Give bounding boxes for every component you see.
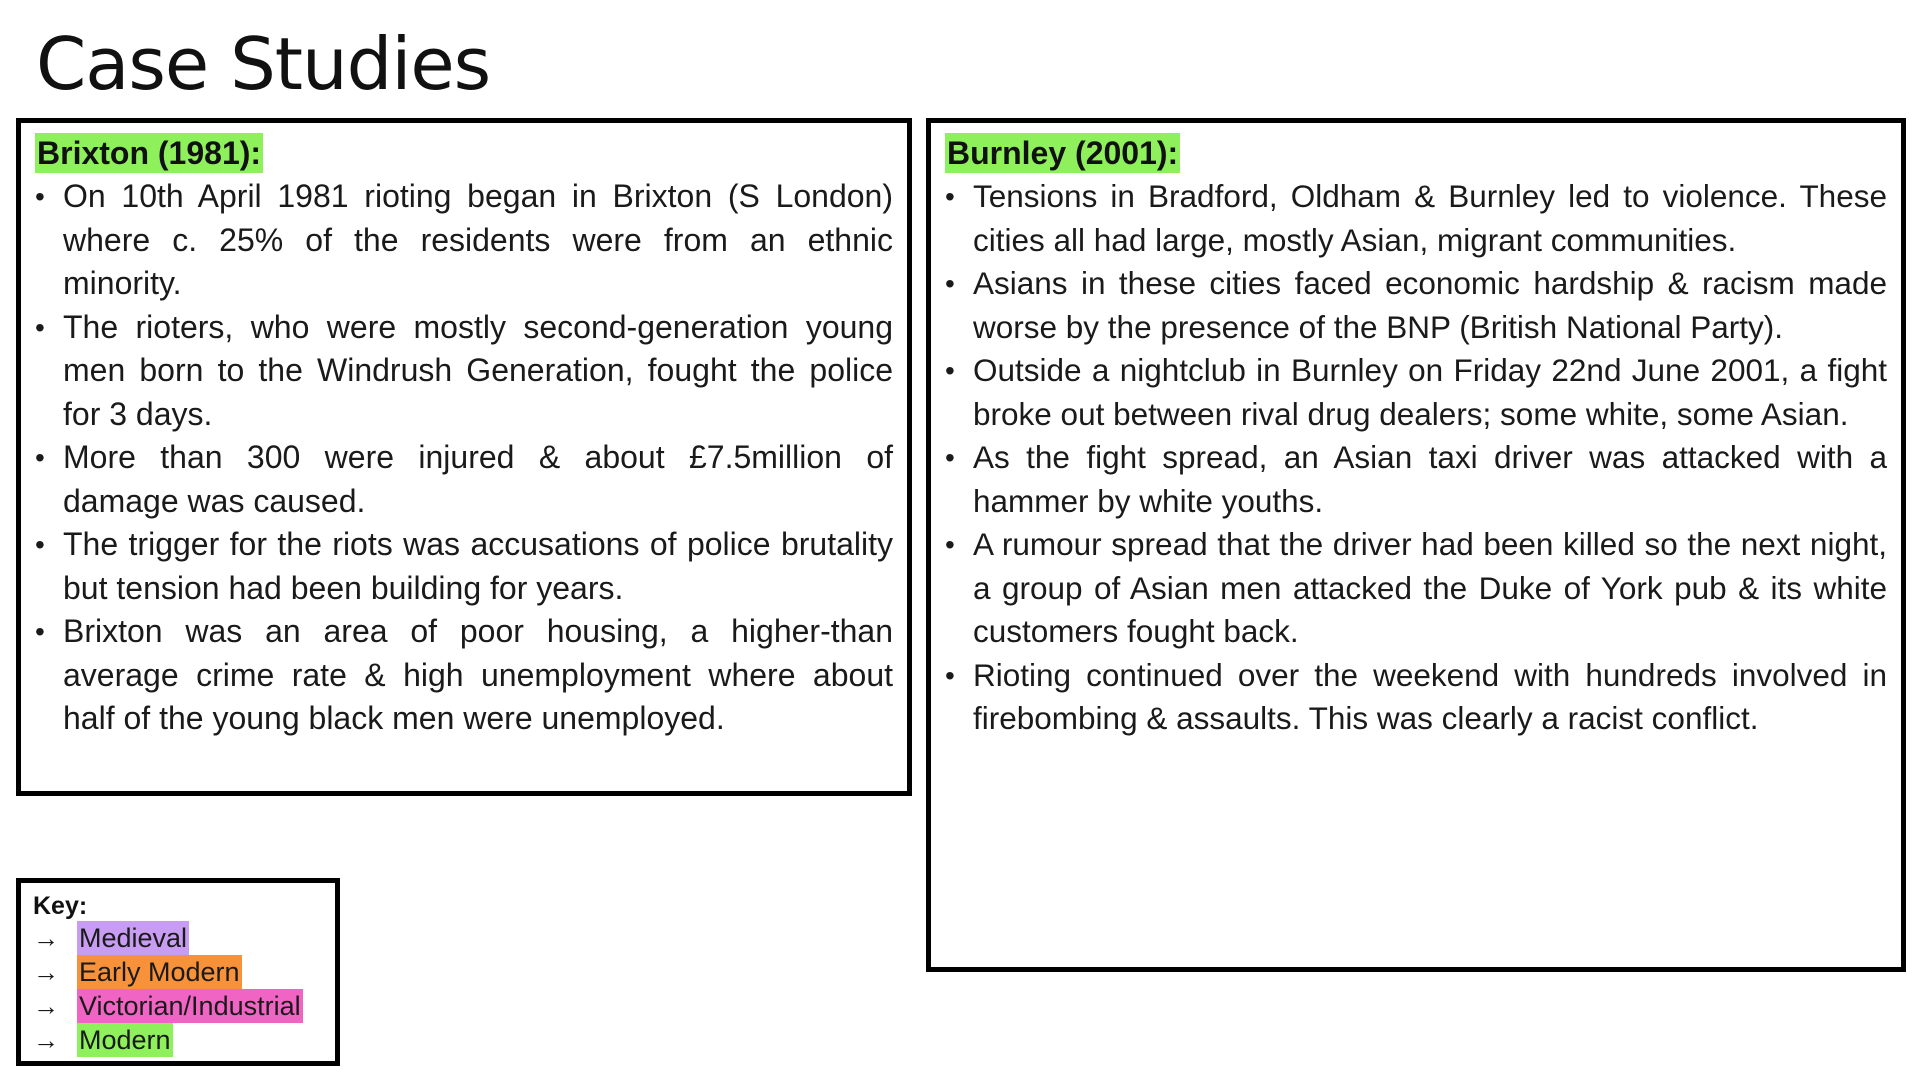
key-list	[33, 921, 323, 1057]
case-bullet	[35, 436, 893, 523]
case-bullet-text: Brixton was an area of poor housing, a higher-than average crime rate & high unemployment where about half of the young black men were unemployed.	[63, 613, 893, 736]
colour-key	[16, 878, 340, 1066]
case-bullet-text: Asians in these cities faced economic hardship & racism made worse by the presence of the BNP (British National Party).	[973, 265, 1887, 345]
bullet-icon: •	[945, 268, 955, 299]
arrow-right-icon: →	[33, 957, 59, 987]
case-bullet-text: A rumour spread that the driver had been killed so the next night, a group of Asian men attacked the Duke of York pub & its white customers fought back.	[973, 526, 1887, 649]
bullet-icon: •	[35, 311, 45, 343]
case-bullet-text: As the fight spread, an Asian taxi driver was attacked with a hammer by white youths.	[973, 439, 1887, 519]
case-heading-burnley: Burnley (2001):	[947, 135, 1179, 171]
case-study-burnley	[926, 118, 1906, 972]
bullet-icon: •	[945, 442, 955, 473]
bullet-icon: •	[945, 181, 955, 212]
case-bullet-text: More than 300 were injured & about £7.5million of damage was caused.	[63, 439, 893, 519]
case-bullet	[945, 523, 1887, 654]
page-title: Case Studies	[36, 22, 491, 106]
arrow-right-icon: →	[33, 991, 59, 1021]
key-item-early-modern	[33, 955, 323, 989]
case-bullet	[35, 610, 893, 741]
key-title: Key:	[33, 892, 88, 920]
case-bullet-text: The trigger for the riots was accusations of police brutality but tension had been building for years.	[63, 526, 893, 606]
case-bullet-list-brixton	[35, 175, 893, 741]
arrow-right-icon: →	[33, 1025, 59, 1055]
key-item-victorian-industrial	[33, 989, 323, 1023]
bullet-icon: •	[35, 529, 45, 560]
case-bullet-text: Rioting continued over the weekend with hundreds involved in firebombing & assaults. This was clearly a racist conflict.	[973, 656, 1887, 736]
case-heading-brixton: Brixton (1981):	[37, 135, 262, 171]
bullet-icon: •	[35, 181, 45, 212]
arrow-right-icon: →	[33, 923, 59, 953]
case-bullet	[35, 175, 893, 306]
key-label: Modern	[79, 1025, 171, 1055]
case-bullet	[945, 175, 1887, 262]
case-bullet-text: Tensions in Bradford, Oldham & Burnley led to violence. These cities all had large, mostly Asian, migrant communities.	[973, 178, 1887, 258]
key-label: Victorian/Industrial	[79, 991, 301, 1021]
bullet-icon: •	[945, 529, 955, 560]
bullet-icon: •	[945, 355, 955, 386]
case-bullet-text: The rioters, who were mostly second-generation young men born to the Windrush Generation, fought the police for 3 days.	[63, 308, 893, 432]
case-bullet-list-burnley	[945, 175, 1887, 741]
case-bullet-text: On 10th April 1981 rioting began in Brixton (S London) where c. 25% of the residents were from an ethnic minority.	[63, 178, 893, 301]
key-label: Early Modern	[79, 957, 240, 987]
case-bullet	[945, 654, 1887, 741]
bullet-icon: •	[35, 616, 45, 647]
case-bullet	[35, 523, 893, 610]
bullet-icon: •	[945, 659, 955, 691]
key-label: Medieval	[79, 923, 188, 953]
key-item-medieval	[33, 921, 323, 955]
key-item-modern	[33, 1023, 323, 1057]
case-bullet	[945, 436, 1887, 523]
bullet-icon: •	[35, 442, 45, 473]
case-bullet	[35, 306, 893, 437]
case-bullet-text: Outside a nightclub in Burnley on Friday 22nd June 2001, a fight broke out between rival drug dealers; some white, some Asian.	[973, 352, 1887, 432]
case-bullet	[945, 349, 1887, 436]
case-bullet	[945, 262, 1887, 349]
case-study-brixton	[16, 118, 912, 796]
